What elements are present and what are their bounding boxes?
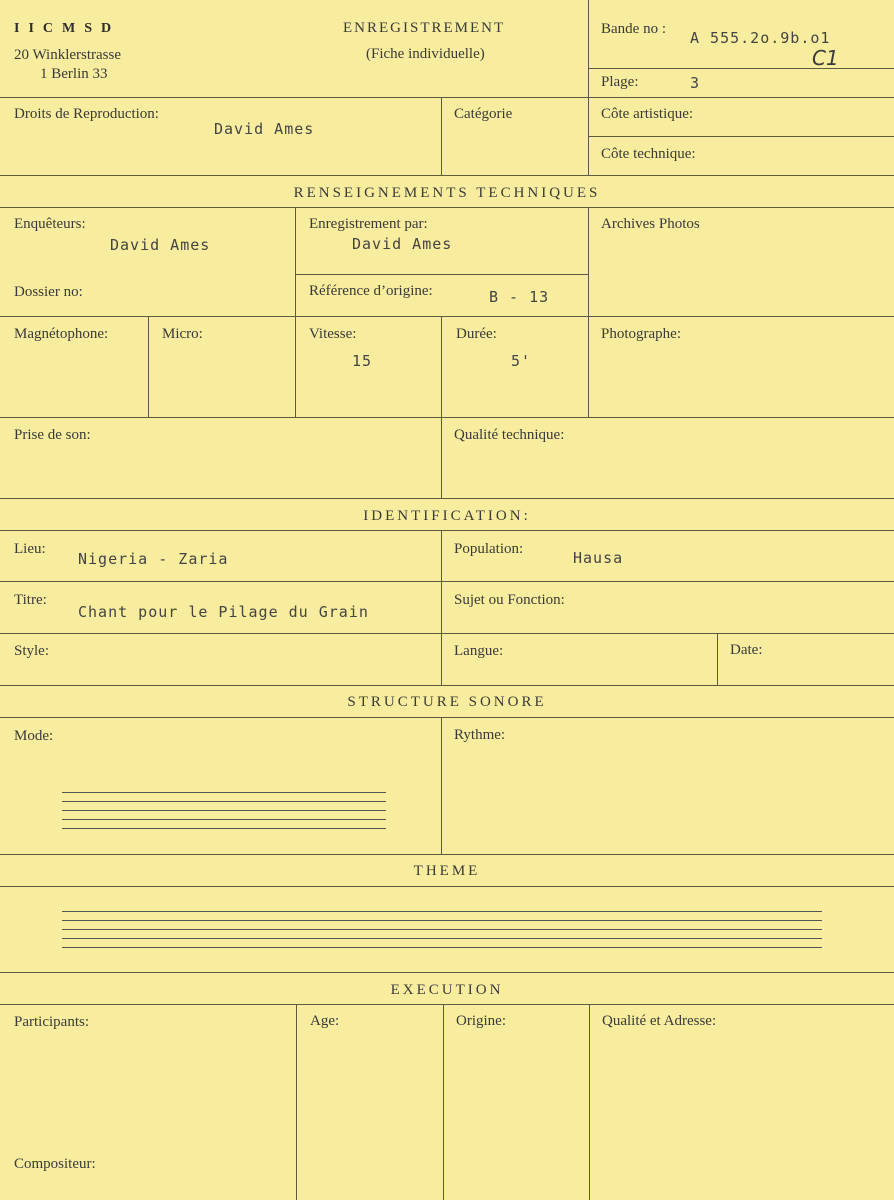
- rule: [295, 207, 296, 417]
- cote-technique-label: Côte technique:: [601, 146, 696, 162]
- date-label: Date:: [730, 642, 763, 658]
- bande-value: A 555.2o.9b.o1: [690, 29, 831, 47]
- rythme-label: Rythme:: [454, 727, 506, 743]
- enqueteurs-label: Enquêteurs:: [14, 216, 86, 232]
- droits-label: Droits de Reproduction:: [14, 106, 159, 122]
- rule: [0, 417, 894, 418]
- mode-staff-lines: [62, 792, 386, 837]
- rule: [441, 316, 442, 498]
- rule: [296, 274, 588, 275]
- dossier-label: Dossier no:: [14, 284, 83, 300]
- theme-staff-lines: [62, 911, 822, 956]
- qualite-adresse-label: Qualité et Adresse:: [602, 1013, 717, 1029]
- rule: [0, 717, 894, 718]
- population-value: Hausa: [573, 549, 624, 567]
- titre-value: Chant pour le Pilage du Grain: [78, 603, 369, 621]
- style-label: Style:: [14, 643, 50, 659]
- rule: [589, 1004, 590, 1200]
- qualite-technique-label: Qualité technique:: [454, 427, 565, 443]
- rule: [441, 97, 442, 175]
- rule: [0, 207, 894, 208]
- photographe-label: Photographe:: [601, 326, 681, 342]
- compositeur-label: Compositeur:: [14, 1156, 96, 1172]
- rule: [0, 175, 894, 176]
- rule: [441, 530, 442, 685]
- droits-value: David Ames: [214, 120, 315, 138]
- rule: [717, 633, 718, 685]
- lieu-label: Lieu:: [14, 541, 46, 557]
- bande-handwritten-note: C1: [812, 46, 839, 70]
- plage-value: 3: [690, 74, 701, 92]
- section-title-identification: IDENTIFICATION:: [363, 508, 531, 524]
- org-logo: IICMSD: [14, 21, 121, 36]
- vitesse-value: 15: [352, 352, 373, 370]
- duree-value: 5': [511, 352, 532, 370]
- magnetophone-label: Magnétophone:: [14, 326, 109, 342]
- rule: [589, 136, 894, 137]
- origine-label: Origine:: [456, 1013, 506, 1029]
- form-title: ENREGISTREMENT: [343, 20, 506, 36]
- rule: [588, 0, 589, 175]
- rule: [296, 1004, 297, 1200]
- rule: [148, 316, 149, 417]
- section-title-theme: THEME: [413, 863, 481, 879]
- plage-label: Plage:: [601, 74, 639, 90]
- rule: [0, 581, 894, 582]
- rule: [0, 886, 894, 887]
- reference-value: B - 13: [489, 288, 550, 306]
- sujet-fonction-label: Sujet ou Fonction:: [454, 592, 565, 608]
- form-subtitle: (Fiche individuelle): [366, 46, 485, 62]
- address-street: 20 Winklerstrasse: [14, 47, 122, 63]
- rule: [0, 530, 894, 531]
- mode-label: Mode:: [14, 728, 54, 744]
- rule: [0, 972, 894, 973]
- rule: [0, 685, 894, 686]
- age-label: Age:: [310, 1013, 340, 1029]
- rule: [0, 316, 894, 317]
- section-title-structure: STRUCTURE SONORE: [347, 694, 547, 710]
- rule: [0, 1004, 894, 1005]
- participants-label: Participants:: [14, 1014, 89, 1030]
- section-title-technique: RENSEIGNEMENTS TECHNIQUES: [293, 185, 601, 201]
- rule: [0, 498, 894, 499]
- micro-label: Micro:: [162, 326, 203, 342]
- enqueteurs-value: David Ames: [110, 236, 211, 254]
- langue-label: Langue:: [454, 643, 504, 659]
- population-label: Population:: [454, 541, 524, 557]
- rule: [443, 1004, 444, 1200]
- rule: [589, 68, 894, 69]
- address-city: 1 Berlin 33: [40, 66, 108, 82]
- rule: [0, 97, 894, 98]
- prise-de-son-label: Prise de son:: [14, 427, 91, 443]
- rule: [441, 717, 442, 854]
- section-title-execution: EXECUTION: [390, 982, 504, 998]
- titre-label: Titre:: [14, 592, 47, 608]
- cote-artistique-label: Côte artistique:: [601, 106, 694, 122]
- categorie-label: Catégorie: [454, 106, 513, 122]
- rule: [588, 207, 589, 417]
- rule: [0, 854, 894, 855]
- duree-label: Durée:: [456, 326, 497, 342]
- lieu-value: Nigeria - Zaria: [78, 550, 229, 568]
- archives-photos-label: Archives Photos: [601, 216, 700, 232]
- rule: [0, 633, 894, 634]
- bande-label: Bande no :: [601, 21, 666, 37]
- vitesse-label: Vitesse:: [309, 326, 357, 342]
- reference-label: Référence d’origine:: [309, 283, 433, 299]
- enregistrement-par-label: Enregistrement par:: [309, 216, 428, 232]
- enregistrement-par-value: David Ames: [352, 235, 453, 253]
